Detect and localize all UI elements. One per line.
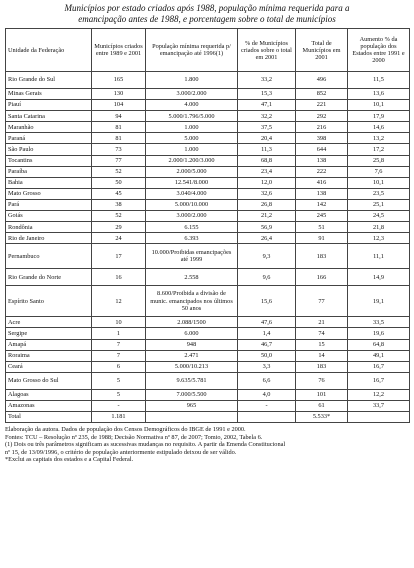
cell-municipios-criados: 10 xyxy=(92,317,146,328)
table-row xyxy=(6,144,410,155)
table-row xyxy=(6,400,410,411)
cell-aumento-populacao: 11,1 xyxy=(348,244,410,269)
cell-aumento-populacao: 17,9 xyxy=(348,111,410,122)
cell-municipios-criados: 77 xyxy=(92,155,146,166)
cell-percentual: 4,0 xyxy=(238,389,296,400)
table-row xyxy=(6,389,410,400)
table-row xyxy=(6,155,410,166)
table-row xyxy=(6,199,410,210)
cell-percentual: 15,3 xyxy=(238,89,296,100)
cell-percentual: 15,6 xyxy=(238,286,296,317)
cell-percentual: 47,1 xyxy=(238,100,296,111)
cell-populacao-minima: 10.000/Proibidas emancipações até 1999 xyxy=(146,244,238,269)
cell-aumento-populacao: 23,5 xyxy=(348,188,410,199)
table-row xyxy=(6,72,410,89)
table-row xyxy=(6,269,410,286)
cell-populacao-minima: 965 xyxy=(146,400,238,411)
cell-municipios-criados: 81 xyxy=(92,122,146,133)
cell-unidade: Sergipe xyxy=(6,328,92,339)
cell-percentual: 23,4 xyxy=(238,166,296,177)
cell-populacao-minima: 3.000/2.000 xyxy=(146,211,238,222)
cell-populacao-minima: 2.000/5.000 xyxy=(146,166,238,177)
cell-total-municipios: 138 xyxy=(296,188,348,199)
cell-percentual: 9,6 xyxy=(238,269,296,286)
cell-unidade: Bahia xyxy=(6,177,92,188)
cell-populacao-minima: 2.000/1.200/3.000 xyxy=(146,155,238,166)
cell-total-municipios: 91 xyxy=(296,233,348,244)
cell-unidade: Paraíba xyxy=(6,166,92,177)
cell-aumento-populacao: 64,8 xyxy=(348,339,410,350)
cell-total-municipios: 138 xyxy=(296,155,348,166)
table-notes xyxy=(5,426,409,464)
note-capitais: *Exclui as capitais dos estados e a Capital Federal. xyxy=(5,456,134,464)
cell-aumento-populacao: 19,1 xyxy=(348,286,410,317)
cell-municipios-criados: 81 xyxy=(92,133,146,144)
cell-populacao-minima: 2.088/1500 xyxy=(146,317,238,328)
cell-populacao-minima: 1.000 xyxy=(146,122,238,133)
cell-aumento-populacao: 14,6 xyxy=(348,122,410,133)
table-row xyxy=(6,111,410,122)
cell-unidade: Tocantins xyxy=(6,155,92,166)
cell-municipios-criados: 17 xyxy=(92,244,146,269)
cell-populacao-minima: 6.155 xyxy=(146,222,238,233)
table-title xyxy=(5,3,409,24)
cell-aumento-populacao: 7,6 xyxy=(348,166,410,177)
cell-unidade: Santa Catarina xyxy=(6,111,92,122)
cell-percentual: 32,6 xyxy=(238,188,296,199)
cell-total-municipios: 51 xyxy=(296,222,348,233)
cell-total-municipios: 183 xyxy=(296,361,348,372)
cell-unidade: Amapá xyxy=(6,339,92,350)
cell-unidade: Total xyxy=(6,411,92,422)
cell-percentual: 47,6 xyxy=(238,317,296,328)
cell-total-municipios: 221 xyxy=(296,100,348,111)
cell-municipios-criados: 73 xyxy=(92,144,146,155)
cell-unidade: Rondônia xyxy=(6,222,92,233)
table-row xyxy=(6,188,410,199)
cell-total-municipios: 222 xyxy=(296,166,348,177)
cell-percentual: 21,2 xyxy=(238,211,296,222)
title-line-2: emancipação antes de 1988, e porcentagem sobre o total de municípios xyxy=(78,13,336,24)
header-percentual: % de Municípios criados sobre o total em 2001 xyxy=(238,29,296,72)
cell-populacao-minima: 4.000 xyxy=(146,100,238,111)
cell-aumento-populacao: 24,5 xyxy=(348,211,410,222)
table-row xyxy=(6,222,410,233)
cell-percentual: 26,8 xyxy=(238,199,296,210)
cell-municipios-criados: 38 xyxy=(92,199,146,210)
cell-municipios-criados: 130 xyxy=(92,89,146,100)
cell-municipios-criados: 52 xyxy=(92,211,146,222)
cell-unidade: Mato Grosso do Sul xyxy=(6,372,92,389)
table-row xyxy=(6,339,410,350)
cell-municipios-criados: 94 xyxy=(92,111,146,122)
cell-total-municipios: 76 xyxy=(296,372,348,389)
cell-municipios-criados: 45 xyxy=(92,188,146,199)
cell-percentual xyxy=(238,411,296,422)
cell-aumento-populacao: 10,1 xyxy=(348,100,410,111)
cell-total-municipios: 21 xyxy=(296,317,348,328)
cell-percentual: 68,8 xyxy=(238,155,296,166)
title-line-1: Municípios por estado criados após 1988, população mínima requerida para a xyxy=(64,3,350,13)
cell-populacao-minima: 5.000/10.213 xyxy=(146,361,238,372)
cell-percentual: 56,9 xyxy=(238,222,296,233)
cell-percentual: 37,5 xyxy=(238,122,296,133)
table-row xyxy=(6,244,410,269)
municipios-table xyxy=(5,28,410,423)
cell-total-municipios: 496 xyxy=(296,72,348,89)
cell-unidade: Espírito Santo xyxy=(6,286,92,317)
cell-municipios-criados: - xyxy=(92,400,146,411)
cell-total-municipios: 852 xyxy=(296,89,348,100)
table-row xyxy=(6,233,410,244)
cell-unidade: Piauí xyxy=(6,100,92,111)
cell-percentual: 1,4 xyxy=(238,328,296,339)
note-elaboracao: Elaboração da autora. Dados de população dos Censos Demográficos do IBGE de 1991 e 2000. xyxy=(5,426,246,434)
cell-total-municipios: 398 xyxy=(296,133,348,144)
header-aumento-populacao: Aumento % da população dos Estados entre 1991 e 2000 xyxy=(348,29,410,72)
cell-total-municipios: 416 xyxy=(296,177,348,188)
table-row xyxy=(6,350,410,361)
table-body xyxy=(6,72,410,423)
cell-municipios-criados: 7 xyxy=(92,339,146,350)
table-row xyxy=(6,328,410,339)
cell-percentual: 9,3 xyxy=(238,244,296,269)
cell-aumento-populacao: 13,2 xyxy=(348,133,410,144)
cell-populacao-minima: 5.000 xyxy=(146,133,238,144)
table-total-row xyxy=(6,411,410,422)
cell-unidade: Amazonas xyxy=(6,400,92,411)
cell-percentual: 50,0 xyxy=(238,350,296,361)
cell-percentual: 32,2 xyxy=(238,111,296,122)
cell-percentual: 3,3 xyxy=(238,361,296,372)
table-row xyxy=(6,361,410,372)
table-row xyxy=(6,211,410,222)
cell-unidade: Acre xyxy=(6,317,92,328)
cell-populacao-minima: 6.000 xyxy=(146,328,238,339)
cell-total-municipios: 14 xyxy=(296,350,348,361)
cell-aumento-populacao: 13,6 xyxy=(348,89,410,100)
cell-municipios-criados: 12 xyxy=(92,286,146,317)
cell-percentual: 6,6 xyxy=(238,372,296,389)
cell-unidade: Minas Gerais xyxy=(6,89,92,100)
cell-total-municipios: 292 xyxy=(296,111,348,122)
cell-populacao-minima: 6.393 xyxy=(146,233,238,244)
cell-aumento-populacao: 14,9 xyxy=(348,269,410,286)
cell-total-municipios: 644 xyxy=(296,144,348,155)
cell-percentual: 33,2 xyxy=(238,72,296,89)
cell-unidade: Goiás xyxy=(6,211,92,222)
cell-municipios-criados: 24 xyxy=(92,233,146,244)
cell-aumento-populacao: 12,2 xyxy=(348,389,410,400)
cell-percentual: 26,4 xyxy=(238,233,296,244)
table-row xyxy=(6,89,410,100)
cell-municipios-criados: 1.181 xyxy=(92,411,146,422)
cell-aumento-populacao: 16,7 xyxy=(348,372,410,389)
cell-municipios-criados: 16 xyxy=(92,269,146,286)
note-emenda: nº 15, de 13/09/1996, o critério de população anteriormente estipulado deixou de ser válido. xyxy=(5,448,237,456)
cell-aumento-populacao: 33,5 xyxy=(348,317,410,328)
cell-total-municipios: 74 xyxy=(296,328,348,339)
cell-populacao-minima: 8.600/Proibida a divisão de munic. emancipados nos últimos 50 anos xyxy=(146,286,238,317)
table-row xyxy=(6,133,410,144)
table-row xyxy=(6,372,410,389)
cell-total-municipios: 61 xyxy=(296,400,348,411)
cell-aumento-populacao: 33,7 xyxy=(348,400,410,411)
cell-aumento-populacao: 25,8 xyxy=(348,155,410,166)
cell-total-municipios: 166 xyxy=(296,269,348,286)
cell-populacao-minima: 1.000 xyxy=(146,144,238,155)
cell-populacao-minima: 9.635/5.781 xyxy=(146,372,238,389)
cell-unidade: São Paulo xyxy=(6,144,92,155)
cell-populacao-minima: 3.000/2.000 xyxy=(146,89,238,100)
cell-total-municipios: 15 xyxy=(296,339,348,350)
cell-percentual: 46,7 xyxy=(238,339,296,350)
note-fontes: Fontes: TCU – Resolução nº 235, de 1988; Decisão Normativa nº 87, de 2007; Tomio, 2002, Tabela 6. xyxy=(5,433,263,441)
cell-populacao-minima: 1.800 xyxy=(146,72,238,89)
cell-aumento-populacao: 49,1 xyxy=(348,350,410,361)
table-row xyxy=(6,177,410,188)
cell-total-municipios: 77 xyxy=(296,286,348,317)
cell-municipios-criados: 7 xyxy=(92,350,146,361)
cell-populacao-minima xyxy=(146,411,238,422)
cell-unidade: Roraima xyxy=(6,350,92,361)
cell-municipios-criados: 1 xyxy=(92,328,146,339)
cell-populacao-minima: 2.471 xyxy=(146,350,238,361)
cell-populacao-minima: 2.558 xyxy=(146,269,238,286)
cell-aumento-populacao: 21,8 xyxy=(348,222,410,233)
cell-unidade: Ceará xyxy=(6,361,92,372)
header-total-municipios: Total de Municípios em 2001 xyxy=(296,29,348,72)
header-municipios-criados: Municípios criados entre 1989 e 2001 xyxy=(92,29,146,72)
cell-aumento-populacao: 17,2 xyxy=(348,144,410,155)
cell-municipios-criados: 52 xyxy=(92,166,146,177)
cell-aumento-populacao: 12,3 xyxy=(348,233,410,244)
cell-total-municipios: 142 xyxy=(296,199,348,210)
header-populacao-minima: População mínima requerida p/ emancipação até 1996(1) xyxy=(146,29,238,72)
cell-municipios-criados: 6 xyxy=(92,361,146,372)
cell-populacao-minima: 5.000/10.000 xyxy=(146,199,238,210)
header-unidade: Unidade da Federação xyxy=(6,29,92,72)
table-row xyxy=(6,317,410,328)
cell-municipios-criados: 104 xyxy=(92,100,146,111)
cell-aumento-populacao: 25,1 xyxy=(348,199,410,210)
cell-total-municipios: 245 xyxy=(296,211,348,222)
cell-unidade: Mato Grosso xyxy=(6,188,92,199)
cell-unidade: Pará xyxy=(6,199,92,210)
cell-total-municipios: 5.533* xyxy=(296,411,348,422)
cell-populacao-minima: 5.000/1.796/5.000 xyxy=(146,111,238,122)
cell-unidade: Pernambuco xyxy=(6,244,92,269)
note-parametros: (1) Dois ou três parâmetros significam as sucessivas mudanças no requisito. A partir da Emenda Constitucional xyxy=(5,441,286,449)
cell-municipios-criados: 165 xyxy=(92,72,146,89)
cell-unidade: Rio Grande do Norte xyxy=(6,269,92,286)
cell-populacao-minima: 3.040/4.000 xyxy=(146,188,238,199)
cell-percentual: 20,4 xyxy=(238,133,296,144)
cell-unidade: Maranhão xyxy=(6,122,92,133)
cell-municipios-criados: 50 xyxy=(92,177,146,188)
cell-total-municipios: 183 xyxy=(296,244,348,269)
cell-total-municipios: 216 xyxy=(296,122,348,133)
cell-unidade: Paraná xyxy=(6,133,92,144)
cell-unidade: Rio Grande do Sul xyxy=(6,72,92,89)
cell-populacao-minima: 948 xyxy=(146,339,238,350)
cell-municipios-criados: 5 xyxy=(92,389,146,400)
cell-aumento-populacao: 10,1 xyxy=(348,177,410,188)
cell-percentual: 11,3 xyxy=(238,144,296,155)
cell-total-municipios: 101 xyxy=(296,389,348,400)
table-row xyxy=(6,100,410,111)
cell-populacao-minima: 7.000/5.500 xyxy=(146,389,238,400)
cell-aumento-populacao: 19,6 xyxy=(348,328,410,339)
cell-aumento-populacao: 11,5 xyxy=(348,72,410,89)
cell-municipios-criados: 5 xyxy=(92,372,146,389)
cell-municipios-criados: 29 xyxy=(92,222,146,233)
table-row xyxy=(6,122,410,133)
cell-aumento-populacao xyxy=(348,411,410,422)
table-row xyxy=(6,166,410,177)
cell-unidade: Rio de Janeiro xyxy=(6,233,92,244)
cell-percentual: 12,0 xyxy=(238,177,296,188)
cell-aumento-populacao: 16,7 xyxy=(348,361,410,372)
cell-percentual: - xyxy=(238,400,296,411)
cell-unidade: Alagoas xyxy=(6,389,92,400)
table-header-row xyxy=(6,29,410,72)
cell-populacao-minima: 12.541/8.000 xyxy=(146,177,238,188)
table-row xyxy=(6,286,410,317)
